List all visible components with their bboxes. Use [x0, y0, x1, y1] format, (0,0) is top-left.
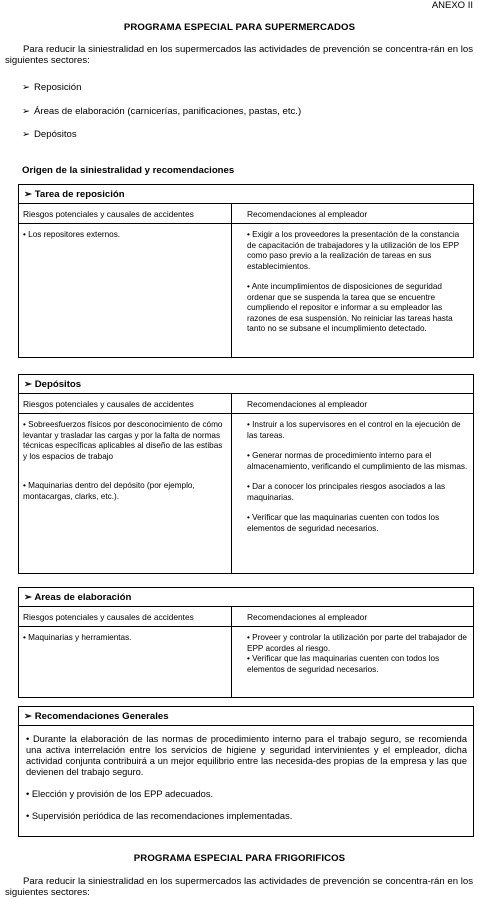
col-risks: Riesgos potenciales y causales de accidentes [19, 204, 232, 223]
table-header: ➢ Depósitos [19, 375, 473, 394]
arrow-bullet-icon: ➢ [24, 592, 35, 603]
sector-item: ➢ Depósitos [22, 129, 77, 140]
table-row: • Los repositores externos. • Exigir a los proveedores la presentación de la constancia de capacitación de trabajadores y la utilización de los EPP como paso previo a la realización de tareas en sus establecimientos. • Ante incumplimientos de disposiciones de seguridad ordenar que se suspenda la tarea que se encuentre cumpliendo el repositor e informar a su empleador las razones de esa suspensión. No reiniciar las tareas hasta tanto no se subsane el incumplimiento detectado. [19, 224, 473, 357]
col-recommendations: Recomendaciones al empleador [247, 209, 368, 219]
intro-text: Para reducir la siniestralidad en los supermercados las actividades de prevención se concentra-rán en los siguientes sectores: [5, 44, 473, 66]
table-header: ➢ Recomendaciones Generales [19, 707, 473, 726]
column-headers [19, 204, 473, 224]
arrow-bullet-icon: ➢ [22, 129, 31, 140]
arrow-bullet-icon: ➢ [24, 189, 35, 200]
intro-paragraph [5, 44, 473, 66]
table-recomendaciones-generales [18, 706, 474, 837]
origin-subtitle: Origen de la siniestralidad y recomendaciones [22, 165, 235, 176]
table-row: • Sobreesfuerzos físicos por desconocimiento de cómo levantar y trasladar las cargas y por la falta de normas técnicas específicas aplicables al diseño de las estibas y los espacios de trabajo • Maquinarias dentro del depósito (por ejemplo, montacargas, clarks, etc.). • Instruir a los supervisores en el control en la ejecución de las tareas. • Generar normas de procedimiento interno para el almacenamiento, verificando el cumplimiento de las mismas. • Dar a conocer los principales riesgos asociados a las maquinarias. • Verificar que las maquinarias cuenten con todos los elementos de seguridad necesarios. [19, 414, 473, 573]
sector-item: ➢ Reposición [22, 82, 82, 93]
arrow-bullet-icon: ➢ [22, 82, 31, 93]
section-title-frigorificos: PROGRAMA ESPECIAL PARA FRIGORIFICOS [133, 853, 346, 864]
sector-item: ➢ Áreas de elaboración (carnicerías, panificaciones, pastas, etc.) [22, 106, 302, 117]
section-title-supermercados: PROGRAMA ESPECIAL PARA SUPERMERCADOS [123, 22, 356, 33]
annex-label: ANEXO II [431, 0, 473, 11]
table-header: ➢ Tarea de reposición [19, 185, 473, 204]
intro-paragraph-2: Para reducir la siniestralidad en los supermercados las actividades de prevención se concentra-rán en los siguientes sectores: [5, 876, 473, 898]
arrow-bullet-icon: ➢ [24, 711, 35, 722]
table-header: ➢ Areas de elaboración [19, 588, 473, 607]
column-headers: Riesgos potenciales y causales de accidentes Recomendaciones al empleador [19, 394, 473, 414]
table-areas-elaboracion [18, 587, 474, 698]
column-headers: Riesgos potenciales y causales de accidentes Recomendaciones al empleador [19, 607, 473, 627]
general-recommendations: • Durante la elaboración de las normas de procedimiento interno para el trabajo seguro, se recomienda una activa interrelación entre los servicios de higiene y seguridad intervinientes y el empleador, dicha actividad conjunta contribuirá a un mejor equilibrio entre las necesida-des propias de la empresa y las que devienen del trabajo seguro. • Elección y provisión de los EPP adecuados. • Supervisión periódica de las recomendaciones implementadas. [26, 734, 467, 821]
arrow-bullet-icon: ➢ [22, 106, 31, 117]
table-row: • Maquinarias y herramientas. • Proveer y controlar la utilización por parte del trabajador de EPP acordes al riesgo. • Verificar que las maquinarias cuenten con todos los elementos de seguridad necesarios. [19, 627, 473, 697]
table-reposicion [18, 184, 474, 358]
arrow-bullet-icon: ➢ [24, 379, 35, 390]
table-depositos [18, 374, 474, 574]
